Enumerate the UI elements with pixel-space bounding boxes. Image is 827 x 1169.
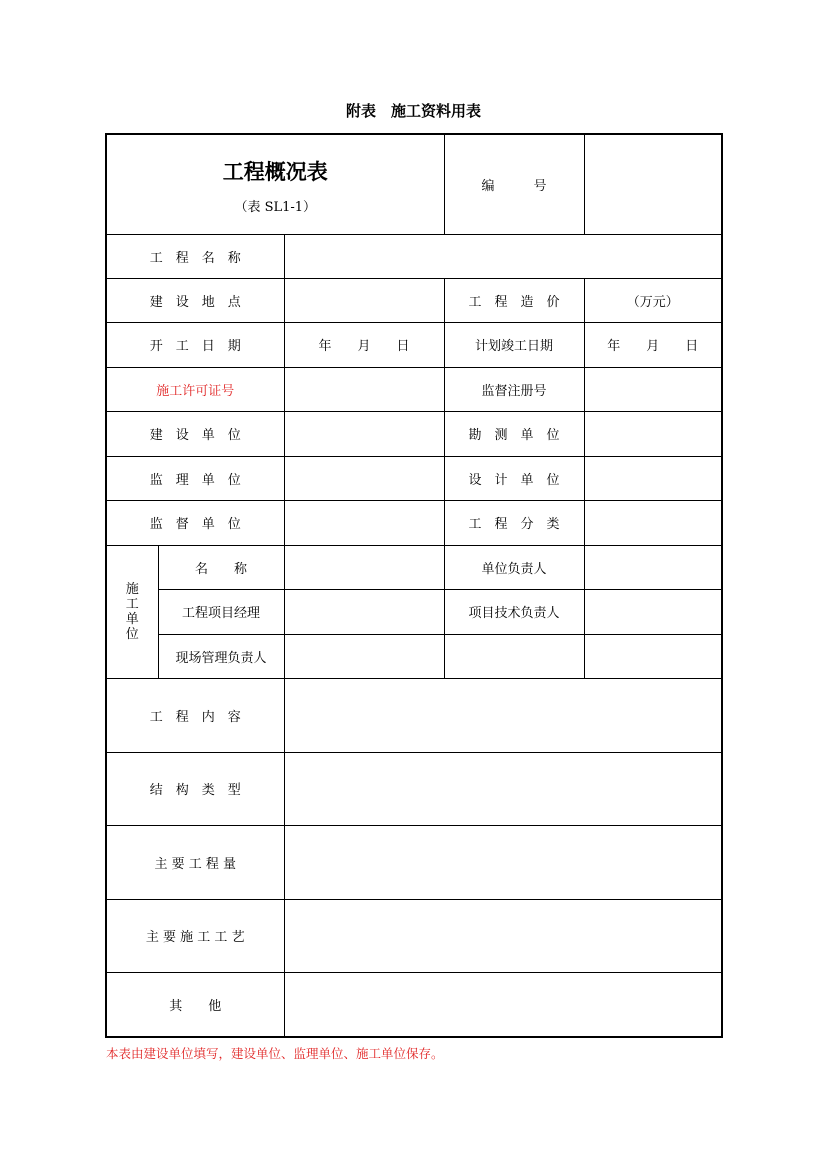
content-field[interactable] bbox=[284, 678, 722, 752]
contractor-name-field[interactable] bbox=[284, 545, 444, 589]
blank-cell-a[interactable] bbox=[444, 634, 584, 678]
design-label: 设 计 单 位 bbox=[444, 456, 584, 500]
category-label: 工 程 分 类 bbox=[444, 500, 584, 545]
form-code: （表 SL1-1） bbox=[234, 199, 317, 215]
form-title: 工程概况表 bbox=[222, 159, 328, 184]
builder-field[interactable] bbox=[284, 411, 444, 456]
supervision-reg-field[interactable] bbox=[584, 367, 722, 411]
page-header-title: 附表 施工资料用表 bbox=[345, 102, 481, 120]
project-name-label: 工 程 名 称 bbox=[106, 234, 284, 278]
contractor-group-text: 施工单位 bbox=[125, 581, 139, 642]
content-label: 工 程 内 容 bbox=[106, 678, 284, 752]
start-date-label: 开 工 日 期 bbox=[106, 322, 284, 367]
process-label: 主 要 施 工 工 艺 bbox=[106, 899, 284, 972]
supervision-reg-label: 监督注册号 bbox=[444, 367, 584, 411]
builder-label: 建 设 单 位 bbox=[106, 411, 284, 456]
tech-head-field[interactable] bbox=[584, 589, 722, 634]
process-field[interactable] bbox=[284, 899, 722, 972]
cost-label: 工 程 造 价 bbox=[444, 278, 584, 322]
contractor-group-label bbox=[106, 545, 158, 678]
start-date-field[interactable]: 年 月 日 bbox=[284, 322, 444, 367]
planned-completion-label: 计划竣工日期 bbox=[444, 322, 584, 367]
site-label: 建 设 地 点 bbox=[106, 278, 284, 322]
supervisor-field[interactable] bbox=[284, 456, 444, 500]
site-manager-label: 现场管理负责人 bbox=[158, 634, 284, 678]
structure-label: 结 构 类 型 bbox=[106, 752, 284, 825]
other-field[interactable] bbox=[284, 972, 722, 1037]
project-overview-form bbox=[105, 133, 723, 1038]
planned-completion-field[interactable]: 年 月 日 bbox=[584, 322, 722, 367]
design-field[interactable] bbox=[584, 456, 722, 500]
form-title-cell bbox=[106, 134, 444, 234]
site-field[interactable] bbox=[284, 278, 444, 322]
project-name-field[interactable] bbox=[284, 234, 722, 278]
structure-field[interactable] bbox=[284, 752, 722, 825]
oversight-field[interactable] bbox=[284, 500, 444, 545]
supervisor-label: 监 理 单 位 bbox=[106, 456, 284, 500]
permit-field[interactable] bbox=[284, 367, 444, 411]
survey-field[interactable] bbox=[584, 411, 722, 456]
blank-cell-b[interactable] bbox=[584, 634, 722, 678]
footer-note: 本表由建设单位填写，建设单位、监理单位、施工单位保存。 bbox=[106, 1046, 444, 1061]
cost-field[interactable]: （万元） bbox=[584, 278, 722, 322]
tech-head-label: 项目技术负责人 bbox=[444, 589, 584, 634]
number-label: 编 号 bbox=[444, 134, 584, 234]
project-manager-field[interactable] bbox=[284, 589, 444, 634]
project-manager-label: 工程项目经理 bbox=[158, 589, 284, 634]
quantities-field[interactable] bbox=[284, 825, 722, 899]
oversight-label: 监 督 单 位 bbox=[106, 500, 284, 545]
contractor-name-label: 名 称 bbox=[158, 545, 284, 589]
unit-head-label: 单位负责人 bbox=[444, 545, 584, 589]
number-field[interactable] bbox=[584, 134, 722, 234]
permit-label: 施工许可证号 bbox=[106, 367, 284, 411]
other-label: 其 他 bbox=[106, 972, 284, 1037]
site-manager-field[interactable] bbox=[284, 634, 444, 678]
survey-label: 勘 测 单 位 bbox=[444, 411, 584, 456]
unit-head-field[interactable] bbox=[584, 545, 722, 589]
quantities-label: 主 要 工 程 量 bbox=[106, 825, 284, 899]
category-field[interactable] bbox=[584, 500, 722, 545]
